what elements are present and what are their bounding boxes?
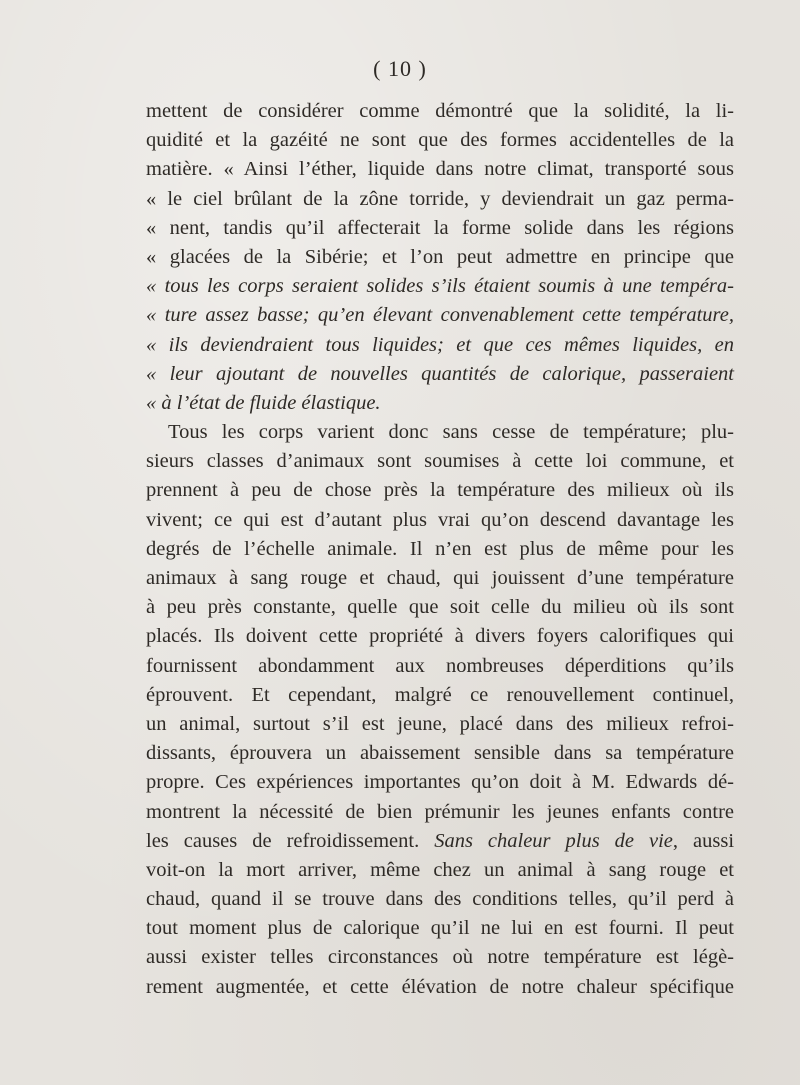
text-line: mettent de considérer comme démontré que la solidité, la li- (146, 100, 734, 122)
quoted-italic-line: « leur ajoutant de nouvelles quantités de calorique, passeraient (146, 362, 734, 385)
body-text (146, 97, 734, 1002)
quoted-italic-line: « tous les corps seraient solides s’ils étaient soumis à une tempéra- (146, 275, 734, 298)
text-line: degrés de l’échelle animale. Il n’en est plus de même pour les (146, 537, 734, 560)
text-line: placés. Ils doivent cette propriété à divers foyers calorifiques qui (146, 625, 734, 648)
quoted-italic-line: « ture assez basse; qu’en élevant convenablement cette température, (146, 304, 734, 327)
text-line: éprouvent. Et cependant, malgré ce renouvellement continuel, (146, 683, 734, 706)
text-line: fournissent abondamment aux nombreuses déperditions qu’ils (146, 654, 734, 677)
line-end: , aussi (672, 829, 735, 852)
text-line: dissants, éprouvera un abaissement sensible dans sa température (146, 742, 734, 765)
text-line: « le ciel brûlant de la zône torride, y deviendrait un gaz perma- (146, 187, 734, 210)
text-line: rement augmentée, et cette élévation de notre chaleur spécifique (146, 975, 734, 998)
italic-phrase: Sans chaleur plus de vie (434, 829, 673, 852)
line-start: les causes de refroidissement. (146, 829, 435, 852)
quoted-italic-line: « ils deviendraient tous liquides; et que ces mêmes liquides, en (146, 333, 734, 356)
text-line: chaud, quand il se trouve dans des conditions telles, qu’il perd à (146, 888, 734, 911)
text-line: propre. Ces expériences importantes qu’on doit à M. Edwards dé- (146, 771, 734, 794)
text-line: « nent, tandis qu’il affecterait la forme solide dans les régions (146, 216, 734, 239)
text-line: prennent à peu de chose près la température des milieux où ils (146, 479, 734, 502)
paragraph-start-line: Tous les corps varient donc sans cesse de température; plu- (168, 421, 734, 444)
text-line: sieurs classes d’animaux sont soumises à cette loi commune, et (146, 450, 734, 473)
mixed-style-line (146, 827, 734, 856)
text-line: matière. « Ainsi l’éther, liquide dans notre climat, transporté sous (146, 158, 734, 181)
text-line: voit-on la mort arriver, même chez un animal à sang rouge et (146, 858, 734, 881)
text-line: aussi exister telles circonstances où notre température est légè- (146, 946, 734, 969)
text-line: montrent la nécessité de bien prémunir les jeunes enfants contre (146, 800, 734, 823)
text-line: quidité et la gazéité ne sont que des formes accidentelles de la (146, 129, 734, 152)
page-number: ( 10 ) (373, 56, 427, 81)
text-line: vivent; ce qui est d’autant plus vrai qu’on descend davantage les (146, 508, 734, 531)
text-line: animaux à sang rouge et chaud, qui jouissent d’une température (146, 567, 734, 589)
text-line: à peu près constante, quelle que soit celle du milieu où ils sont (146, 596, 734, 619)
text-line: tout moment plus de calorique qu’il ne lui en est fourni. Il peut (146, 917, 734, 940)
quoted-italic-line: « à l’état de fluide élastique. (146, 391, 381, 414)
text-line: « glacées de la Sibérie; et l’on peut admettre en principe que (146, 245, 734, 268)
text-line: un animal, surtout s’il est jeune, placé dans des milieux refroi- (146, 712, 734, 735)
